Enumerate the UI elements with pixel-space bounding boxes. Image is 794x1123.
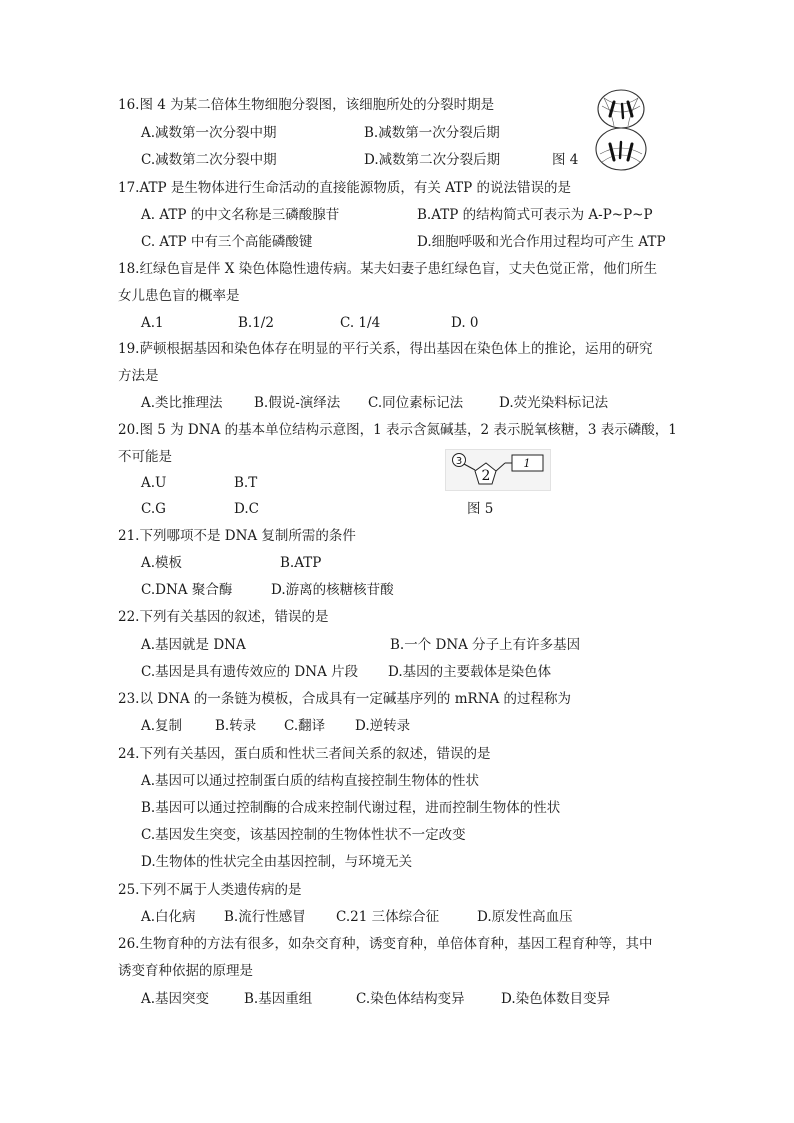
phosphate-label: 3 xyxy=(455,456,463,467)
base-label: 1 xyxy=(523,457,531,470)
q16-option-c: C.减数第二次分裂中期 xyxy=(141,152,277,168)
q20-option-c: C.G xyxy=(141,501,166,517)
figure-5-label: 图 5 xyxy=(467,501,494,517)
q18-option-b: B.1/2 xyxy=(238,315,274,331)
q19-stem-line1: 19.萨顿根据基因和染色体存在明显的平行关系，得出基因在染色体上的推论，运用的研究 xyxy=(118,341,653,357)
q26-stem-line1: 26.生物育种的方法有很多，如杂交育种，诱变育种，单倍体育种，基因工程育种等，其中 xyxy=(118,936,653,952)
sugar-label: 2 xyxy=(481,468,491,484)
q17-stem: 17.ATP 是生物体进行生命活动的直接能源物质，有关 ATP 的说法错误的是 xyxy=(118,180,572,196)
q26-option-a: A.基因突变 xyxy=(141,991,210,1007)
q25-option-d: D.原发性高血压 xyxy=(477,909,573,925)
q26-option-b: B.基因重组 xyxy=(244,991,313,1007)
q18-option-a: A.1 xyxy=(141,315,164,331)
q16-option-d: D.减数第二次分裂后期 xyxy=(364,152,501,168)
q24-stem: 24.下列有关基因，蛋白质和性状三者间关系的叙述，错误的是 xyxy=(118,746,491,762)
q19-stem-line2: 方法是 xyxy=(118,368,159,384)
q25-stem: 25.下列不属于人类遗传病的是 xyxy=(118,882,302,898)
q17-option-a: A. ATP 的中文名称是三磷酸腺苷 xyxy=(141,207,340,223)
q21-option-d: D.游离的核糖核苷酸 xyxy=(271,582,394,598)
q23-option-a: A.复制 xyxy=(141,718,183,734)
q20-stem-line1: 20.图 5 为 DNA 的基本单位结构示意图，1 表示含氮碱基，2 表示脱氧核糖，3 表示磷酸，1 xyxy=(118,422,677,438)
q18-option-d: D. 0 xyxy=(451,315,479,331)
q26-stem-line2: 诱变育种依据的原理是 xyxy=(118,963,253,979)
q24-option-a: A.基因可以通过控制蛋白质的结构直接控制生物体的性状 xyxy=(141,773,480,789)
q23-option-c: C.翻译 xyxy=(284,718,326,734)
q19-option-a: A.类比推理法 xyxy=(141,395,223,411)
q20-option-a: A.U xyxy=(141,475,167,491)
q18-option-c: C. 1/4 xyxy=(340,315,381,331)
q22-option-b: B.一个 DNA 分子上有许多基因 xyxy=(390,637,581,653)
q21-option-c: C.DNA 聚合酶 xyxy=(141,582,233,598)
q21-stem: 21.下列哪项不是 DNA 复制所需的条件 xyxy=(118,528,356,544)
figure-4-label: 图 4 xyxy=(552,152,579,168)
q23-option-d: D.逆转录 xyxy=(355,718,411,734)
q24-option-c: C.基因发生突变，该基因控制的生物体性状不一定改变 xyxy=(141,827,466,843)
q17-option-b: B.ATP 的结构简式可表示为 A-P~P~P xyxy=(417,207,653,223)
q24-option-d: D.生物体的性状完全由基因控制，与环境无关 xyxy=(141,854,413,870)
q18-stem-line2: 女儿患色盲的概率是 xyxy=(118,288,240,304)
q22-option-c: C.基因是具有遗传效应的 DNA 片段 xyxy=(141,664,359,680)
q16-option-b: B.减数第一次分裂后期 xyxy=(364,125,500,141)
q22-option-d: D.基因的主要载体是染色体 xyxy=(388,664,552,680)
q25-option-a: A.白化病 xyxy=(141,909,196,925)
q25-option-b: B.流行性感冒 xyxy=(224,909,306,925)
q18-stem-line1: 18.红绿色盲是伴 X 染色体隐性遗传病。某夫妇妻子患红绿色盲，丈夫色觉正常，他们所生 xyxy=(118,261,658,277)
q23-option-b: B.转录 xyxy=(215,718,257,734)
q20-stem-line2: 不可能是 xyxy=(118,449,172,465)
q19-option-c: C.同位素标记法 xyxy=(368,395,464,411)
q17-option-d: D.细胞呼吸和光合作用过程均可产生 ATP xyxy=(417,234,666,250)
q26-option-d: D.染色体数目变异 xyxy=(501,991,611,1007)
figure-4-cell-division xyxy=(592,88,650,172)
q16-stem: 16.图 4 为某二倍体生物细胞分裂图，该细胞所处的分裂时期是 xyxy=(118,97,495,113)
q20-option-d: D.C xyxy=(234,501,259,517)
q19-option-d: D.荧光染料标记法 xyxy=(499,395,609,411)
q22-stem: 22.下列有关基因的叙述，错误的是 xyxy=(118,609,329,625)
q21-option-a: A.模板 xyxy=(141,555,183,571)
q17-option-c: C. ATP 中有三个高能磷酸键 xyxy=(141,234,313,250)
q23-stem: 23.以 DNA 的一条链为模板，合成具有一定碱基序列的 mRNA 的过程称为 xyxy=(118,691,572,707)
q21-option-b: B.ATP xyxy=(280,555,322,571)
q16-option-a: A.减数第一次分裂中期 xyxy=(141,125,277,141)
q19-option-b: B.假说-演绎法 xyxy=(254,395,341,411)
q26-option-c: C.染色体结构变异 xyxy=(356,991,465,1007)
q22-option-a: A.基因就是 DNA xyxy=(141,637,246,653)
q24-option-b: B.基因可以通过控制酶的合成来控制代谢过程，进而控制生物体的性状 xyxy=(141,800,561,816)
figure-5-nucleotide-diagram xyxy=(445,449,551,491)
q25-option-c: C.21 三体综合征 xyxy=(336,909,440,925)
q20-option-b: B.T xyxy=(234,475,258,491)
